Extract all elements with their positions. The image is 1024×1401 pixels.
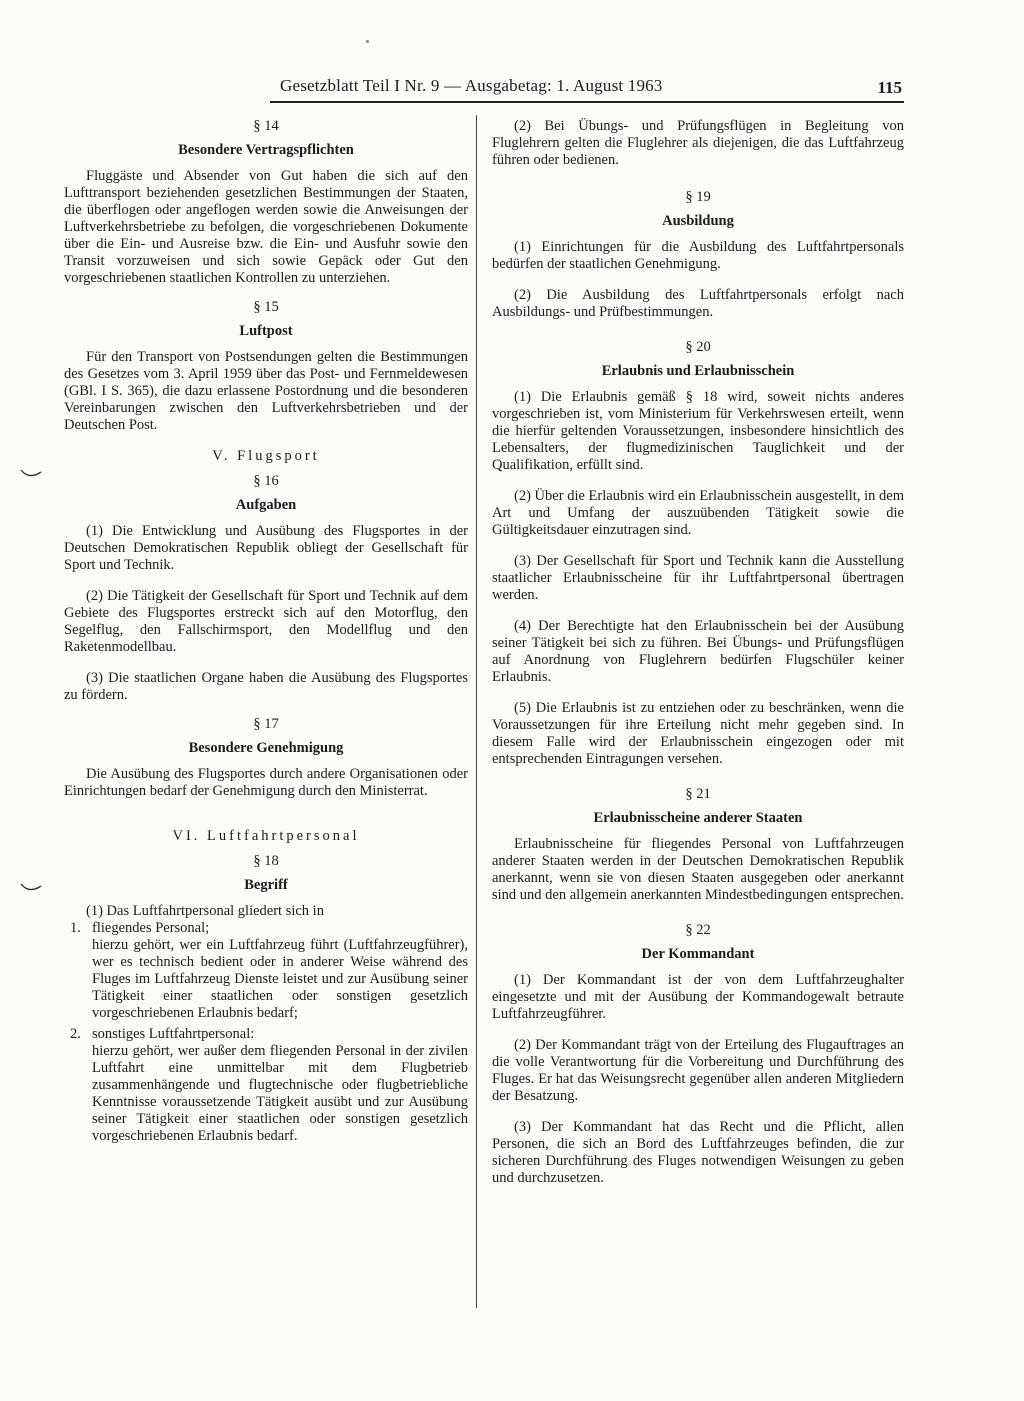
left-column [64,118,468,1145]
section-title: Besondere Genehmigung [188,740,344,756]
part-heading: V. Flugsport [212,448,320,464]
right-column [492,118,904,1187]
paragraph: (3) Der Gesellschaft für Sport und Technik kann die Ausstellung staatlicher Erlaubnisscheine für ihr Luftfahrtpersonal übertragen werden. [492,553,904,603]
section-title: Luftpost [239,323,293,339]
paragraph: (2) Die Ausbildung des Luftfahrtpersonals erfolgt nach Ausbildungs- und Prüfbestimmungen. [492,287,904,320]
section-number: § 22 [685,922,711,938]
list-item-title: fliegendes Personal; [92,920,210,936]
paragraph: Fluggäste und Absender von Gut haben die sich auf den Lufttransport beziehenden gesetzlichen Bestimmungen der Staaten, die überflogen oder angeflogen werden sowie die Anweisungen der Luftverkehrsbetriebe zu befolgen, die vorgeschriebenen Dokumente über die Ein- und Ausreise bzw. die Ein- und Ausfuhr sowie den Transit vorzuweisen und sich sowie Gepäck oder Gut den vorgeschriebenen staatlichen Kontrollen zu unterziehen. [64,168,468,286]
paragraph: Für den Transport von Postsendungen gelten die Bestimmungen des Gesetzes vom 3. April 1959 über das Post- und Fernmeldewesen (GBl. I S. 365), die dazu erlassene Postordnung und die besonderen Vereinbarungen zwischen den Luftverkehrsbetrieben und der Deutschen Post. [64,349,468,433]
section-number: § 20 [685,339,711,355]
section-number: § 19 [685,189,711,205]
list-item-number: 2. [70,1026,81,1042]
section-title: Der Kommandant [641,946,755,962]
section-number: § 15 [253,299,279,315]
section-title: Aufgaben [235,497,297,513]
list-item-body: hierzu gehört, wer außer dem fliegenden Personal in der zivilen Luftfahrt eine unmittelbar mit dem Flugbetrieb zusammenhängende und flugtechnische oder flugbetriebliche Kenntnisse voraussetzende Tätigkeit ausübt und zur Ausübung seiner Tätigkeit einer staatlichen oder sonstigen gesetzlich vorgeschriebenen Erlaubnis bedarf. [92,1043,468,1144]
section-number: § 21 [685,786,711,802]
list-item-number: 1. [70,920,81,936]
paragraph: (3) Die staatlichen Organe haben die Ausübung des Flugsportes zu fördern. [64,670,468,703]
page-number: 115 [877,78,902,97]
paragraph: (1) Die Entwicklung und Ausübung des Flugsportes in der Deutschen Demokratischen Republik obliegt der Gesellschaft für Sport und Technik. [64,523,468,573]
paragraph: (5) Die Erlaubnis ist zu entziehen oder zu beschränken, wenn die Voraussetzungen für ihre Erteilung nicht mehr gegeben sind. In diesem Falle wird der Erlaubnisschein eingezogen oder mit entsprechenden Eintragungen versehen. [492,700,904,767]
paragraph: Erlaubnisscheine für fliegendes Personal von Luftfahrzeugen anderer Staaten werden in der Deutschen Demokratischen Republik anerkannt, wenn sie von diesen Staaten ausgegeben oder anerkannt sind und den allgemein anerkannten Mindestbedingungen entsprechen. [492,836,904,903]
list-item [64,920,468,1022]
section-title: Begriff [244,877,288,893]
section-title: Erlaubnisscheine anderer Staaten [593,810,803,826]
paragraph: (1) Die Erlaubnis gemäß § 18 wird, soweit nichts anderes vorgeschrieben ist, vom Ministerium für Verkehrswesen erteilt, wenn die hierfür geltenden Voraussetzungen, insbesondere hinsichtlich des Lebensalters, der flugmedizinischen Tauglichkeit und der Qualifikation, erfüllt sind. [492,389,904,473]
section-number: § 14 [253,118,279,134]
paragraph: (2) Der Kommandant trägt von der Erteilung des Flugauftrages an die volle Verantwortung für die Vorbereitung und Durchführung des Fluges. Er hat das Weisungsrecht gegenüber allen anderen Mitgliedern der Besatzung. [492,1037,904,1104]
list-item-title: sonstiges Luftfahrtpersonal: [92,1026,255,1042]
section-number: § 17 [253,716,279,732]
page-header [270,74,910,100]
paragraph: (1) Das Luftfahrtpersonal gliedert sich in [86,903,324,919]
paragraph: (3) Der Kommandant hat das Recht und die Pflicht, allen Personen, die sich an Bord des Luftfahrzeuges befinden, die zur sicheren Durchführung des Fluges notwendigen Weisungen zu geben und durchzusetzen. [492,1119,904,1186]
margin-mark-icon [20,882,42,894]
section-number: § 18 [253,853,279,869]
paragraph: (4) Der Berechtigte hat den Erlaubnisschein bei der Ausübung seiner Tätigkeit bei sich zu führen. Bei Übungs- und Prüfungsflügen auf Anordnung von Fluglehrern bedürfen Flugschüler keiner Erlaubnis. [492,618,904,685]
section-title: Erlaubnis und Erlaubnisschein [601,363,795,379]
paragraph: Die Ausübung des Flugsportes durch andere Organisationen oder Einrichtungen bedarf der Genehmigung durch den Ministerrat. [64,766,468,799]
section-title: Ausbildung [662,213,734,229]
column-divider [476,115,477,1308]
section-title: Besondere Vertragspflichten [178,142,354,158]
paragraph: (2) Die Tätigkeit der Gesellschaft für Sport und Technik auf dem Gebiete des Flugsportes erstreckt sich auf den Motorflug, den Segelflug, den Fallschirmsport, den Modellflug und den Raketenmodellbau. [64,588,468,655]
list-item [64,1026,468,1145]
paragraph: (1) Einrichtungen für die Ausbildung des Luftfahrtpersonals bedürfen der staatlichen Genehmigung. [492,239,904,272]
margin-mark-icon [20,468,42,480]
paragraph: (2) Über die Erlaubnis wird ein Erlaubnisschein ausgestellt, in dem Art und Umfang der auszuübenden Tätigkeit sowie die Gültigkeitsdauer einzutragen sind. [492,488,904,538]
paragraph: (1) Der Kommandant ist der von dem Luftfahrzeughalter eingesetzte und mit der Ausübung der Kommandogewalt betraute Luftfahrzeugführer. [492,972,904,1022]
section-number: § 16 [253,473,279,489]
part-heading: VI. Luftfahrtpersonal [172,828,360,844]
paragraph: (2) Bei Übungs- und Prüfungsflügen in Begleitung von Fluglehrern gelten die Fluglehrer als diejenigen, die das Luftfahrzeug führen oder bedienen. [492,118,904,168]
header-title: Gesetzblatt Teil I Nr. 9 — Ausgabetag: 1. August 1963 [280,76,663,95]
list-item-body: hierzu gehört, wer ein Luftfahrzeug führt (Luftfahrzeugführer), wer es technisch bedient oder in anderer Weise während des Fluges im Luftfahrzeug Dienste leistet und zur Ausübung seiner Tätigkeit einer staatlichen oder sonstigen gesetzlich vorgeschriebenen Erlaubnis bedarf; [92,937,468,1021]
speck [366,40,369,43]
header-rule [270,101,904,103]
